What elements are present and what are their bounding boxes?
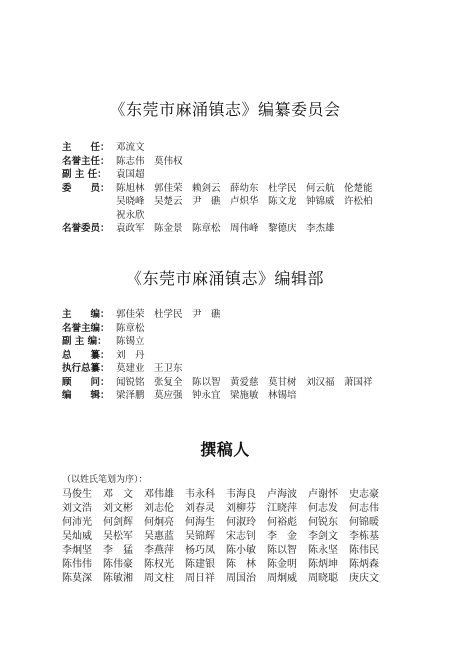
writer-name: 陈永坚	[308, 545, 338, 556]
writer-name: 周文柱	[144, 573, 174, 584]
editorial-row	[62, 349, 402, 363]
editorial-row	[62, 376, 402, 390]
writer-name: 陈伟伟	[62, 559, 92, 570]
member-names: 闻锐铭 张复全 陈以智 黄爱慈 莫甘树 刘汉福 萧国祥	[116, 376, 373, 388]
writer-name: 何淑玲	[226, 517, 256, 528]
writer-name: 陈伟民	[349, 545, 379, 556]
writer-name: 吴锦辉	[185, 531, 215, 542]
writer-name: 陈莫深	[62, 573, 92, 584]
writers-title: 撰稿人	[200, 440, 250, 459]
writer-name: 杨巧凤	[185, 545, 215, 556]
member-names: 陈志伟 莫伟权	[116, 155, 183, 167]
role-label	[62, 209, 116, 223]
committee-row	[62, 222, 402, 236]
committee-title: 《东莞市麻涌镇志》编纂委员会	[109, 100, 341, 119]
editorial-row	[62, 322, 402, 336]
writer-row	[62, 544, 392, 558]
role-label: 名誉主编：	[62, 322, 110, 334]
writers-list	[62, 472, 392, 586]
writer-name: 宋志钊	[226, 531, 256, 542]
writer-row	[62, 516, 392, 530]
writer-name: 李 猛	[103, 545, 133, 556]
member-names: 梁泽鹏 莫应强 钟永宜 梁施敏 林锡培	[116, 390, 297, 401]
writer-name: 陈小敏	[226, 545, 256, 556]
writer-name: 周国治	[226, 573, 256, 584]
role-label: 执行总纂：	[62, 363, 110, 374]
writer-name: 陈建银	[185, 559, 215, 570]
writer-name: 周日祥	[185, 573, 215, 584]
editorial-row	[62, 389, 402, 403]
writer-name: 李剑文	[308, 531, 338, 542]
writer-name: 李炯坚	[62, 545, 92, 556]
writer-name: 江晓萍	[267, 503, 297, 514]
writer-name: 卢海波	[267, 489, 297, 500]
writer-name: 陈权光	[144, 559, 174, 570]
writer-name: 陈伟豪	[103, 559, 133, 570]
role-label: 名誉委员：	[62, 223, 110, 234]
writer-name: 何海生	[185, 517, 215, 528]
committee-row	[62, 182, 402, 196]
member-names: 祝永欣	[116, 209, 145, 221]
writer-row	[62, 530, 392, 544]
writer-name: 何炯亮	[144, 517, 174, 528]
writer-name: 陈以智	[267, 545, 297, 556]
member-names: 袁国超	[116, 169, 145, 180]
writer-name: 马俊生	[62, 489, 92, 500]
writer-name: 刘志伦	[144, 503, 174, 514]
writer-name: 陈敏湘	[103, 573, 133, 584]
member-names: 刘 丹	[116, 349, 145, 361]
writer-name: 周炯威	[267, 573, 297, 584]
editorial-row	[62, 335, 402, 349]
writer-name: 何沛光	[62, 517, 92, 528]
role-label: 顾 问：	[62, 376, 110, 388]
writer-row	[62, 572, 392, 586]
member-names: 吴晓峰 吴楚云 尹 礁 卢炽华 陈文龙 钟锦威 许松柏	[116, 196, 373, 207]
writer-name: 何锦暖	[349, 517, 379, 528]
writer-rows	[62, 488, 392, 586]
writer-name: 周晓聪	[308, 573, 338, 584]
role-label: 主 任：	[62, 142, 110, 153]
writer-name: 李 金	[267, 531, 297, 542]
role-label: 名誉主任：	[62, 155, 110, 167]
writer-name: 李栋基	[349, 531, 379, 542]
writer-name: 何裕彪	[267, 517, 297, 528]
role-label: 主 编：	[62, 309, 110, 320]
member-names: 袁政军 陈金景 陈章松 周伟峰 黎德庆 李杰雄	[116, 223, 335, 234]
committee-row	[62, 141, 402, 155]
editorial-title: 《东莞市麻涌镇志》编辑部	[125, 269, 324, 288]
member-names: 莫建业 王卫东	[116, 363, 183, 374]
member-names: 陈章松	[116, 322, 145, 334]
writer-name: 何锐东	[308, 517, 338, 528]
writer-name: 刘文浩	[62, 503, 92, 514]
member-names: 邓流文	[116, 142, 145, 153]
writer-name: 李燕萍	[144, 545, 174, 556]
writer-name: 刘柳芬	[226, 503, 256, 514]
editorial-row	[62, 308, 402, 322]
writer-name: 陈 林	[226, 559, 256, 570]
writer-name: 陈金明	[267, 559, 297, 570]
role-label	[62, 195, 116, 209]
writer-name: 陈炳森	[349, 559, 379, 570]
editorial-row	[62, 362, 402, 376]
writer-name: 韦永科	[185, 489, 215, 500]
writers-order-note: （以姓氏笔划为序）：	[62, 475, 148, 485]
writer-name: 邓 文	[103, 489, 133, 500]
writer-row	[62, 488, 392, 502]
writer-name: 史志豪	[349, 489, 379, 500]
member-names: 陈锡立	[116, 336, 145, 347]
writer-name: 吴灿威	[62, 531, 92, 542]
member-names: 郭佳荣 杜学民 尹 礁	[116, 309, 221, 320]
writer-row	[62, 502, 392, 516]
writer-name: 刘春灵	[185, 503, 215, 514]
role-label: 委 员：	[62, 182, 110, 194]
writer-name: 何志发	[308, 503, 338, 514]
committee-row	[62, 168, 402, 182]
writer-name: 吴惠蓝	[144, 531, 174, 542]
committee-roster	[62, 141, 402, 236]
writer-name: 吴松军	[103, 531, 133, 542]
editorial-roster	[62, 308, 402, 403]
writer-name: 庚庆文	[349, 573, 379, 584]
writer-name: 邓伟雄	[144, 489, 174, 500]
writer-name: 陈炳坤	[308, 559, 338, 570]
writer-row	[62, 558, 392, 572]
role-label: 副 主 任：	[62, 169, 107, 180]
writer-name: 刘文彬	[103, 503, 133, 514]
role-label: 副 主 编：	[62, 336, 107, 347]
writer-name: 卢谢怀	[308, 489, 338, 500]
committee-row	[62, 209, 402, 223]
committee-row	[62, 155, 402, 169]
member-names: 陈旭林 郭佳荣 赖剑云 薛幼东 杜学民 何云航 伦楚能	[116, 182, 373, 194]
committee-row	[62, 195, 402, 209]
role-label: 总 纂：	[62, 349, 110, 361]
writer-name: 何志伟	[349, 503, 379, 514]
role-label: 编 辑：	[62, 390, 110, 401]
writer-name: 韦海良	[226, 489, 256, 500]
writer-name: 何剑辉	[103, 517, 133, 528]
